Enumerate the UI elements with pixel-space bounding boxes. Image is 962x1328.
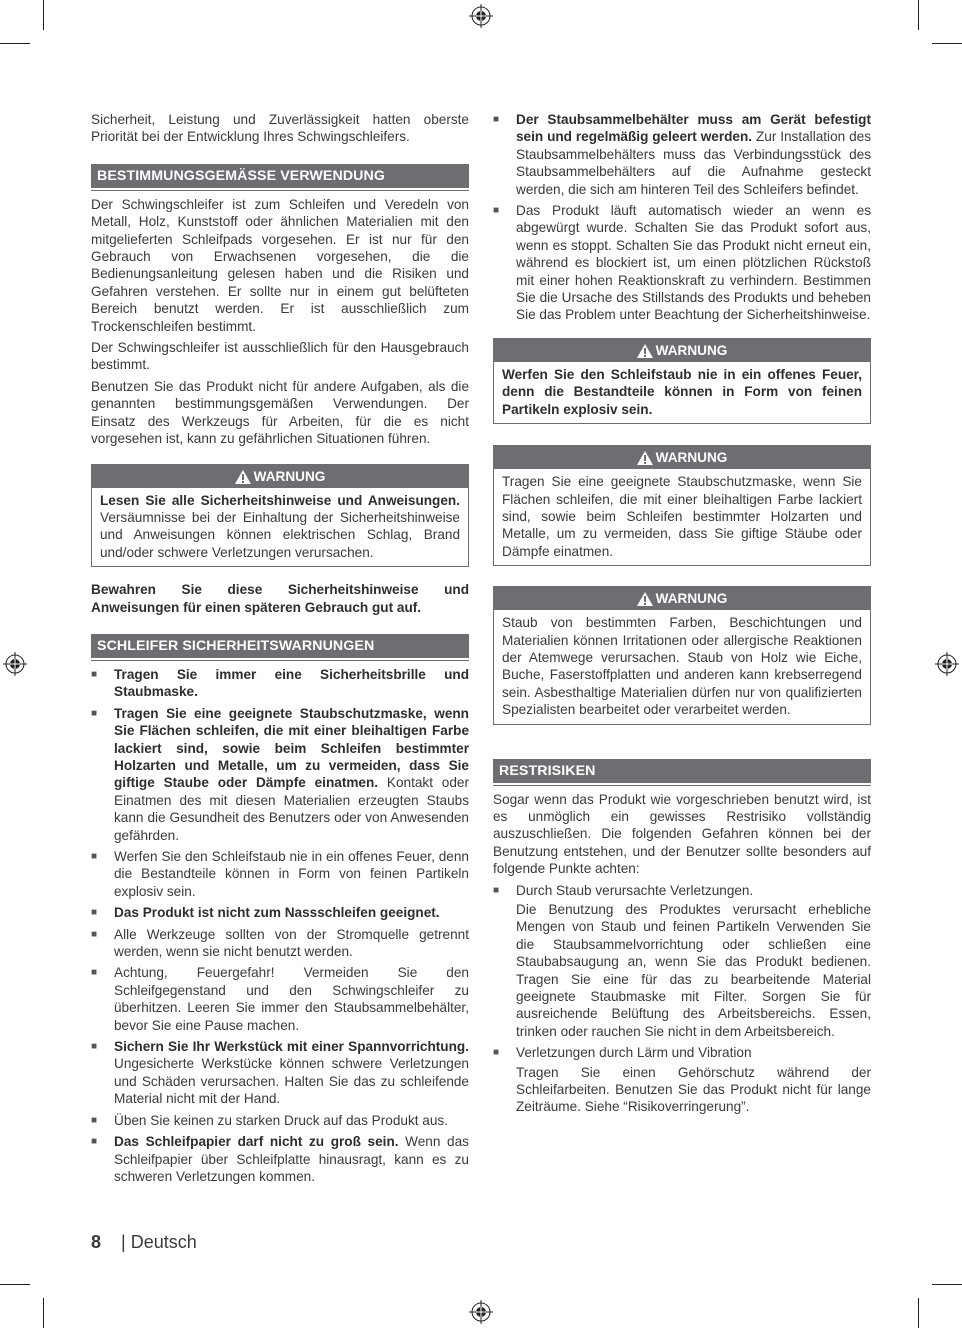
warning-text: Staub von bestimmten Farben, Beschichtungen und Materialien können Irritationen oder allergische Reaktionen der Atemwege verursachen. Staub von Holz wie Eiche, Buche, Faserstoffplatten und anderen kann krebserregend sein. Asbesthaltige Materialien dürfen nur von qualifizierten Spezialisten bearbeitet oder verarbeitet werden. [502,615,862,718]
list-item: ■ Tragen Sie eine geeignete Staubschutzmaske, wenn Sie Flächen schleifen, die mit einer bleihaltigen Farbe lackiert sind, sowie beim Schleifen bestimmter Holzarten und Metalle, um zu vermeiden, dass Sie giftige Staube oder Dämpfe einatmen. Kontakt oder Einatmen des mit diesen Materialien erzeugten Staubs kann die Gesundheit des Benutzers oder von Anwesenden gefährden. [91,705,469,843]
warning-header [92,465,468,488]
residual-risks-paragraph: Sogar wenn das Produkt wie vorgeschrieben benutzt wird, ist es unmöglich ein gewisses Restrisiko vollständig auszuschließen. Die folgenden Gefahren können bei der Benutzung entstehen, und der Benutzer sollte besonders auf folgende Punkte achten: [493,791,871,877]
warning-label: WARNUNG [253,468,326,484]
list-item: ■ Sichern Sie Ihr Werkstück mit einer Spannvorrichtung. Ungesicherte Werkstücke können schwere Verletzungen und Schäden verursachen. Halten Sie das zu schleifende Material nicht mit der Hand. [91,1039,469,1107]
square-bullet-icon: ■ [91,851,98,862]
crop-mark [43,1298,44,1328]
list-item: ■ Üben Sie keinen zu starken Druck auf das Produkt aus. [91,1112,448,1128]
square-bullet-icon: ■ [91,707,98,719]
square-bullet-icon: ■ [91,1041,98,1053]
registration-mark-icon [935,652,959,676]
risk-title: Verletzungen durch Lärm und Vibration [516,1045,752,1061]
square-bullet-icon: ■ [91,928,98,940]
intended-use-paragraph: Der Schwingschleifer ist zum Schleifen und Veredeln von Metall, Holz, Kunststoff oder ähnlichen Materialien mit den mitgelieferten Schleifpads vorgesehen. Er ist nur für den Gebrauch von Erwachsenen vorgesehen, die die Bedienungsanleitung gelesen haben und die Risiken und Gefahren verstehen. Er sollte nur in einem gut belüfteten Bereich benutzt werden. Er ist ausschließlich zum Trockenschleifen bestimmt. [91,196,469,334]
section-heading-residual-risks: RESTRISIKEN [493,759,871,783]
section-heading-sander-safety: SCHLEIFER SICHERHEITSWARNUNGEN [91,634,469,658]
right-column [493,111,871,1120]
crop-mark [0,1284,30,1285]
warning-box [493,445,871,566]
square-bullet-icon: ■ [91,668,98,680]
warning-label: WARNUNG [655,342,728,358]
square-bullet-icon: ■ [91,967,98,979]
risk-text: Tragen Sie einen Gehörschutz während der Schleifarbeiten. Benutzen Sie das Produkt nicht für lange Zeiträume. Siehe “Risikoverringerung”. [516,1064,871,1115]
intended-use-paragraph: Benutzen Sie das Produkt nicht für andere Aufgaben, als die genannten bestimmungsgemäßen Verwendungen. Der Einsatz des Werkzeugs für Arbeiten, für die es nicht vorgesehen ist, kann zu gefährlichen Situationen führen. [91,378,469,447]
square-bullet-icon: ■ [493,114,500,125]
list-item: ■ Tragen Sie immer eine Sicherheitsbrille und Staubmaske. [91,666,469,700]
list-item: ■ Alle Werkzeuge sollten von der Stromquelle getrennt werden, wenn sie nicht benutzt werden. [91,926,469,960]
page-number: 8 [91,1232,102,1252]
warning-body [494,362,870,423]
risk-title: Durch Staub verursachte Verletzungen. [516,882,754,898]
square-bullet-icon: ■ [91,1114,98,1126]
crop-mark [0,43,30,44]
section-heading-intended-use: BESTIMMUNGSGEMÄSSE VERWENDUNG [91,164,469,188]
warning-triangle-icon [637,451,653,465]
crop-mark [43,0,44,30]
warning-bold-text: Werfen Sie den Schleifstaub nie in ein offenes Feuer, denn die Bestandteile können in Form von feinen Partikeln explosiv sein. [502,366,862,417]
warning-text: Versäumnisse bei der Einhaltung der Sicherheitshinweise und Anweisungen können elektrischen Schlag, Brand und/oder schwere Verletzungen verursachen. [100,509,460,560]
crop-mark [932,1284,962,1285]
list-item: ■ Das Produkt läuft automatisch wieder an wenn es abgewürgt wurde. Schalten Sie das Produkt sofort aus, wenn es stoppt. Schalten Sie das Produkt nicht erneut ein, während es blockiert ist, um einen plötzlichen Rückstoß mit einer hohen Reaktionskraft zu verhindern. Bestimmen Sie die Ursache des Stillstands des Produkts und beheben Sie das Problem unter Beachtung der Sicherheitshinweise. [493,203,871,323]
crop-mark [918,0,919,30]
warning-label: WARNUNG [655,450,728,466]
warning-header [494,587,870,610]
intended-use-paragraph: Der Schwingschleifer ist ausschließlich für den Hausgebrauch bestimmt. [91,340,469,373]
warning-triangle-icon [235,470,251,484]
square-bullet-icon: ■ [493,205,500,217]
warning-body [92,488,468,567]
keep-instructions-note: Bewahren Sie diese Sicherheitshinweise und Anweisungen für einen späteren Gebrauch gut auf. [91,582,469,615]
warning-body [494,610,870,723]
square-bullet-icon: ■ [493,1047,500,1059]
warning-triangle-icon [637,344,653,358]
list-item: ■ Der Staubsammelbehälter muss am Gerät befestigt sein und regelmäßig geleert werden. Zur Installation des Staubsammelbehälters muss das Verbindungsstück des Staubsammelbehälters auf die Aufnahme gesteckt werden, die sich am hinteren Teil des Schleifers befindet. [493,112,871,197]
section-divider [493,785,871,786]
footer-language: | Deutsch [121,1232,197,1252]
square-bullet-icon: ■ [493,884,500,896]
warning-triangle-icon [637,592,653,606]
square-bullet-icon: ■ [91,907,98,919]
list-item [493,1044,871,1116]
list-item: ■ Das Produkt ist nicht zum Nassschleifen geeignet. [91,905,440,921]
list-item: ■ Achtung, Feuergefahr! Vermeiden Sie den Schleifgegenstand und den Schwingschleifer zu überhitzen. Leeren Sie immer den Staubsammelbehälter, bevor Sie eine Pause machen. [91,965,469,1033]
left-column [91,111,469,1189]
registration-mark-icon [469,1300,493,1324]
warning-box [493,586,871,724]
warning-header [494,339,870,362]
square-bullet-icon: ■ [91,1136,98,1148]
section-divider [91,190,469,191]
residual-risks-list [493,882,871,1116]
list-item [493,882,871,1041]
registration-mark-icon [469,4,493,28]
list-item: ■ Das Schleifpapier darf nicht zu groß sein. Wenn das Schleifpapier über Schleifplatte hinausragt, kann es zu schweren Verletzungen kommen. [91,1134,469,1184]
crop-mark [932,43,962,44]
warning-bold-text: Lesen Sie alle Sicherheitshinweise und Anweisungen. [100,492,460,508]
list-item: ■ Werfen Sie den Schleifstaub nie in ein offenes Feuer, denn die Bestandteile können in Form von feinen Partikeln explosiv sein. [91,849,469,899]
page-footer [91,1231,197,1253]
warning-label: WARNUNG [655,591,728,607]
intro-paragraph: Sicherheit, Leistung und Zuverlässigkeit hatten oberste Priorität bei der Entwicklung Ihres Schwingschleifers. [91,112,469,145]
warning-body [494,469,870,565]
safety-warning-list [91,666,469,1185]
warning-text: Tragen Sie eine geeignete Staubschutzmaske, wenn Sie Flächen schleifen, die mit einer bleihaltigen Farbe lackiert sind, sowie beim Schleifen bestimmter Holzarten und Metalle, um zu vermeiden, dass Sie giftige Stäube oder Dämpfe einatmen. [502,474,862,559]
warning-box [91,464,469,568]
section-divider [91,660,469,661]
safety-warning-list-continued [493,111,871,324]
risk-text: Die Benutzung des Produktes verursacht erhebliche Mengen von Staub und feinen Partikeln Verwenden Sie die Staubsammelvorrichtung oder schließen eine Staubabsaugung an, wenn Sie das Produkt bedienen. Tragen Sie eine für das zu bearbeitende Material geeignete Staubmaske mit Filter. Sorgen Sie für ausreichende Belüftung des Arbeitsbereichs. Essen, trinken oder rauchen Sie nicht in dem Arbeitsbereich. [516,902,871,1039]
registration-mark-icon [3,652,27,676]
warning-header [494,446,870,469]
crop-mark [918,1298,919,1328]
warning-box [493,338,871,424]
